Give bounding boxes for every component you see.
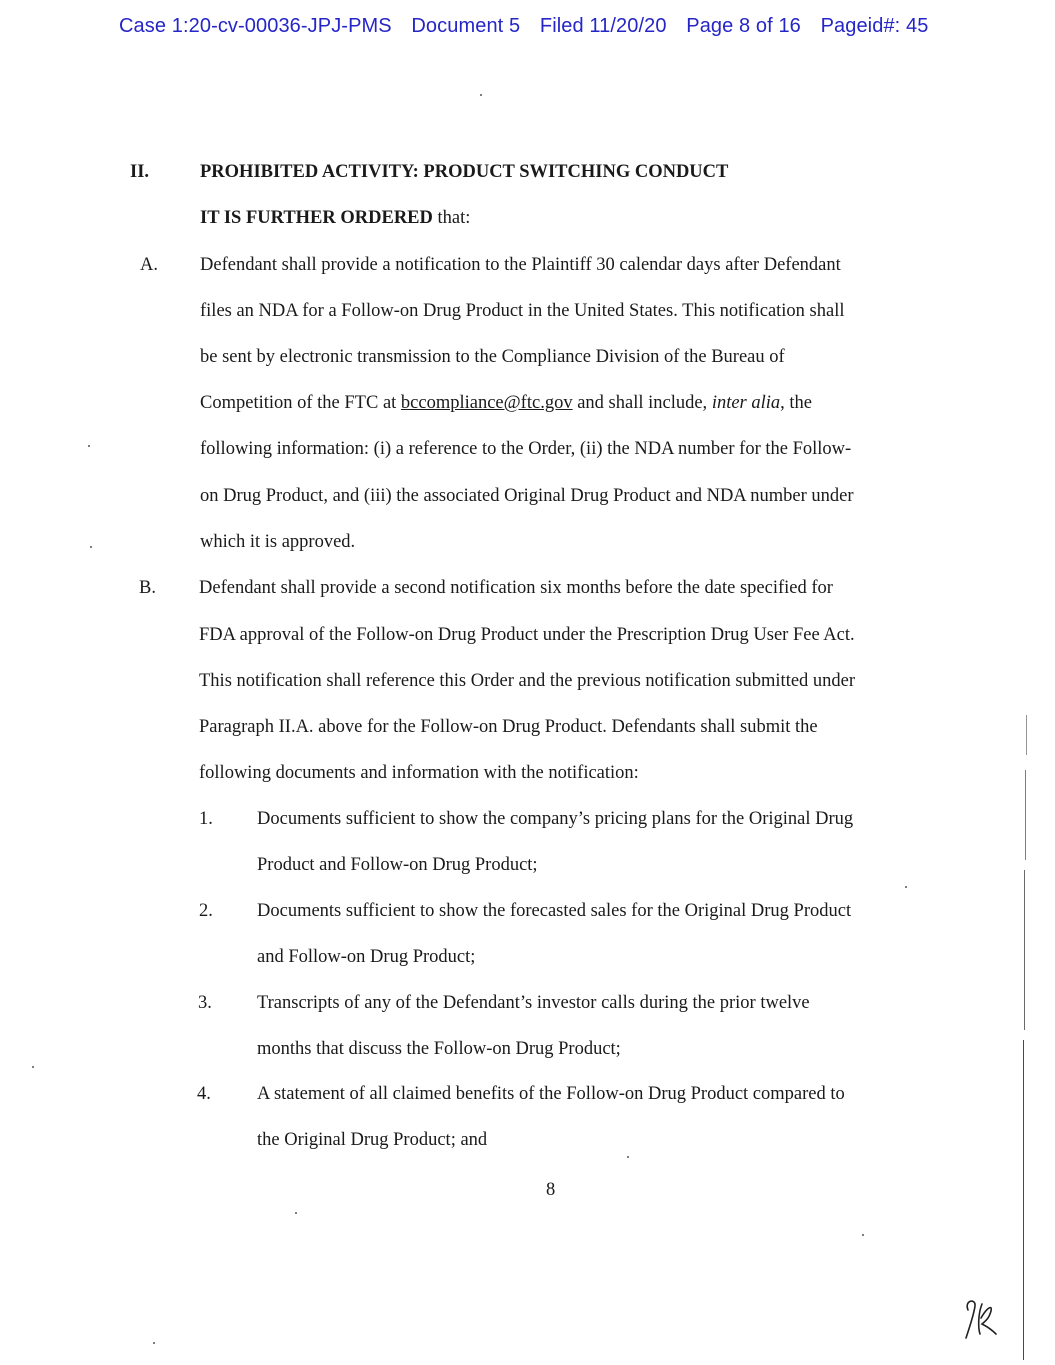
para-b-label: B. xyxy=(139,578,156,598)
list-item-line: A statement of all claimed benefits of the Follow-on Drug Product compared to xyxy=(257,1084,845,1104)
case-number: Case 1:20-cv-00036-JPJ-PMS xyxy=(119,15,392,37)
section-numeral: II. xyxy=(130,162,150,182)
scan-speck xyxy=(90,546,92,548)
scan-margin-line xyxy=(1024,870,1025,1030)
scan-margin-line xyxy=(1025,770,1026,860)
list-item-line: and Follow-on Drug Product; xyxy=(257,947,476,967)
page-id: Pageid#: 45 xyxy=(820,15,929,37)
scan-margin-line xyxy=(1023,1040,1024,1360)
section-title: PROHIBITED ACTIVITY: PRODUCT SWITCHING CONDUCT xyxy=(200,162,729,182)
page-count: Page 8 of 16 xyxy=(686,15,801,37)
para-b-line: Defendant shall provide a second notification six months before the date specified for xyxy=(199,578,833,598)
para-a-text: , the xyxy=(780,393,813,413)
para-a-line: which it is approved. xyxy=(200,532,356,552)
filed-date: Filed 11/20/20 xyxy=(539,15,667,37)
scan-speck xyxy=(905,886,907,888)
para-a-line: on Drug Product, and (iii) the associated Original Drug Product and NDA number under xyxy=(200,486,854,506)
compliance-email-link[interactable]: bccompliance@ftc.gov xyxy=(400,393,573,413)
para-b-line: This notification shall reference this Order and the previous notification submitted under xyxy=(199,671,856,691)
list-item-number: 1. xyxy=(199,809,213,829)
inter-alia: inter alia xyxy=(711,393,781,413)
scan-speck xyxy=(480,94,482,96)
scan-speck xyxy=(862,1234,864,1236)
para-b-line: following documents and information with the notification: xyxy=(199,763,639,783)
para-b-line: Paragraph II.A. above for the Follow-on Drug Product. Defendants shall submit the xyxy=(199,717,818,737)
order-intro xyxy=(200,209,470,228)
list-item-number: 2. xyxy=(199,901,213,921)
scan-speck xyxy=(295,1212,297,1214)
para-a-text: Competition of the FTC at xyxy=(200,393,401,413)
list-item-line: Documents sufficient to show the company’s pricing plans for the Original Drug xyxy=(257,809,854,829)
list-item-line: Documents sufficient to show the forecasted sales for the Original Drug Product xyxy=(257,901,852,921)
page-number: 8 xyxy=(546,1180,556,1200)
list-item-line: months that discuss the Follow-on Drug Product; xyxy=(257,1039,621,1059)
document-number: Document 5 xyxy=(411,15,521,37)
para-a-text: and shall include, xyxy=(572,393,712,413)
handwritten-initials-icon xyxy=(960,1296,1000,1344)
para-a-line xyxy=(200,394,812,413)
para-a-line: files an NDA for a Follow-on Drug Product in the United States. This notification shall xyxy=(200,301,845,321)
order-intro-rest: that: xyxy=(432,208,471,228)
list-item-line: Transcripts of any of the Defendant’s investor calls during the prior twelve xyxy=(257,993,810,1013)
para-a-line: Defendant shall provide a notification to the Plaintiff 30 calendar days after Defendant xyxy=(200,255,841,275)
para-b-line: FDA approval of the Follow-on Drug Product under the Prescription Drug User Fee Act. xyxy=(199,625,855,645)
scan-speck xyxy=(88,445,90,447)
ecf-header xyxy=(119,15,928,38)
scan-margin-line xyxy=(1026,715,1027,755)
list-item-number: 3. xyxy=(198,993,212,1013)
scan-speck xyxy=(153,1342,155,1344)
list-item-number: 4. xyxy=(197,1084,211,1104)
para-a-line: following information: (i) a reference to the Order, (ii) the NDA number for the Follow- xyxy=(200,439,852,459)
list-item-line: Product and Follow-on Drug Product; xyxy=(257,855,538,875)
order-intro-bold: IT IS FURTHER ORDERED xyxy=(200,208,433,228)
scan-speck xyxy=(627,1156,629,1158)
scan-speck xyxy=(32,1066,34,1068)
para-a-label: A. xyxy=(140,255,158,275)
para-a-line: be sent by electronic transmission to the Compliance Division of the Bureau of xyxy=(200,347,785,367)
list-item-line: the Original Drug Product; and xyxy=(257,1130,488,1150)
